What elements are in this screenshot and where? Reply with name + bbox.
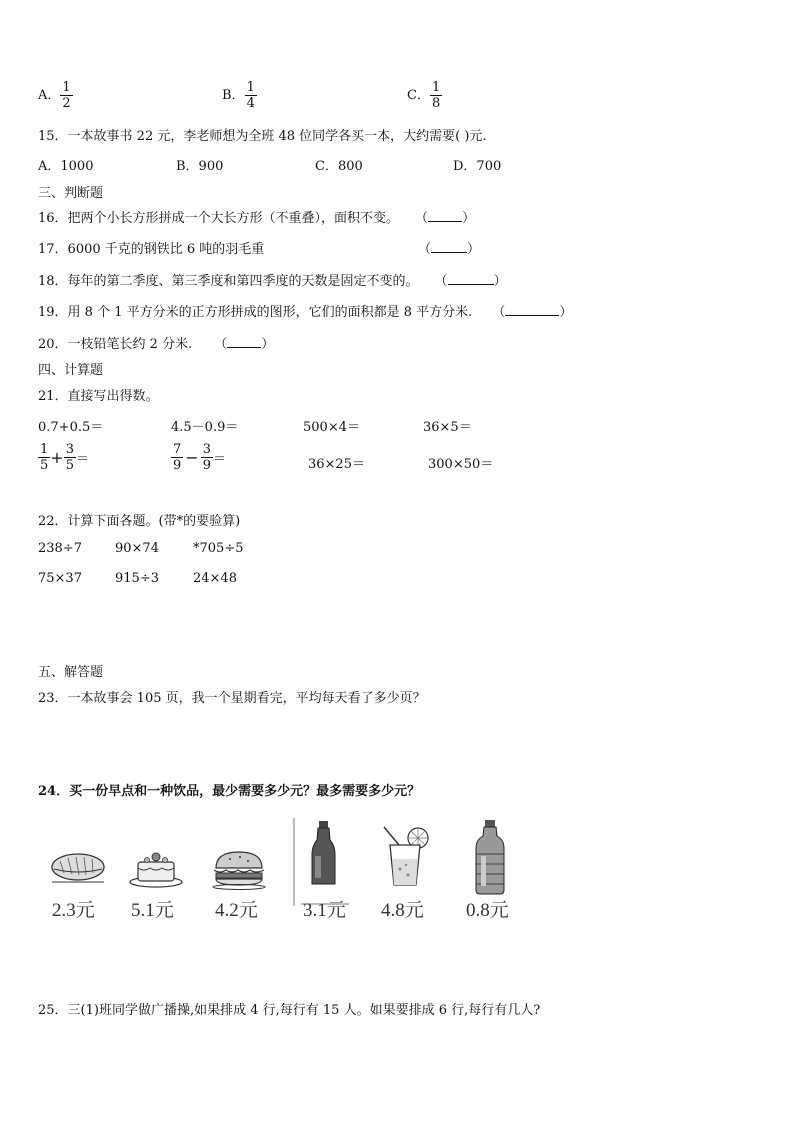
calc-item: 500×4＝: [303, 420, 360, 435]
section-heading-judge: 三、判断题: [38, 186, 104, 201]
q14-option-a: [38, 80, 73, 111]
calc-item: 300×50＝: [428, 457, 494, 472]
calc-item: 90×74: [115, 541, 159, 556]
fraction: $\frac{1}{2}$: [62, 80, 71, 111]
cake-icon: [128, 848, 184, 890]
answer-blank[interactable]: [431, 240, 467, 253]
answer-blank[interactable]: [428, 209, 462, 222]
section-heading-calc: 四、计算题: [38, 363, 104, 378]
calc-item: 915÷3: [115, 571, 159, 586]
bread-icon: [48, 845, 108, 887]
calc-item: 75×37: [38, 571, 82, 586]
calc-item: 4.5－0.9＝: [171, 420, 239, 435]
judge-item-16: 16．把两个小长方形拼成一个大长方形（不重叠），面积不变。 （ ）: [38, 211, 476, 226]
price-label-burger: 4.2元: [215, 900, 258, 921]
q24-stem: 24．买一份早点和一种饮品，最少需要多少元？最多需要多少元？: [38, 784, 421, 799]
judge-item-18: 18．每年的第二季度、第三季度和第四季度的天数是固定不变的。 （ ）: [38, 274, 507, 289]
option-letter: B．: [222, 88, 245, 103]
price-label-cake: 5.1元: [131, 900, 174, 921]
option-letter: A．: [38, 88, 61, 103]
q25-stem: 25．三(1)班同学做广播操,如果排成 4 行,每行有 15 人。如果要排成 6 行,每行有几人?: [38, 1003, 541, 1018]
fraction: $\frac{1}{8}$: [431, 80, 441, 111]
fraction-diff-expression: $\frac{7}{9}$ − $\frac{3}{9}$ ＝: [173, 442, 226, 473]
judge-item-20: 20．一枝铅笔长约 2 分米. （ ）: [38, 337, 275, 352]
q15-option-b: B．900: [176, 159, 224, 174]
q23-stem: 23．一本故事会 105 页，我一个星期看完，平均每天看了多少页？: [38, 691, 426, 706]
section-heading-answer: 五、解答题: [38, 665, 104, 680]
price-label-bread: 2.3元: [52, 900, 95, 921]
price-label-juice: 4.8元: [381, 900, 424, 921]
q14-option-b: [222, 80, 257, 111]
price-label-soda: 3.1元: [303, 900, 346, 921]
juice-glass-icon: [378, 823, 434, 889]
q15-stem: 15．一本故事书 22 元，李老师想为全班 48 位同学各买一本，大约需要( )元.: [38, 129, 487, 144]
q15-option-a: A．1000: [38, 159, 94, 174]
judge-item-17-bracket: （ ）: [418, 242, 481, 257]
option-letter: C．: [407, 88, 430, 103]
burger-icon: [210, 848, 268, 890]
calc-item: 36×5＝: [423, 420, 472, 435]
calc-item: 24×48: [193, 571, 237, 586]
q14-option-c: [407, 80, 442, 111]
q15-option-d: D．700: [453, 159, 502, 174]
calc-item: *705÷5: [193, 541, 244, 556]
calc-item: 0.7+0.5＝: [38, 420, 104, 435]
water-bottle-icon: [470, 818, 510, 898]
answer-blank[interactable]: [448, 272, 494, 285]
soda-bottle-icon: [293, 818, 351, 906]
fraction-sum-expression: $\frac{1}{5}$ + $\frac{3}{5}$ ＝: [40, 442, 89, 473]
q22-stem: 22．计算下面各题。(带*的要验算): [38, 514, 241, 529]
calc-item: 36×25＝: [308, 457, 365, 472]
q21-stem: 21．直接写出得数。: [38, 389, 159, 404]
calc-item: 238÷7: [38, 541, 82, 556]
price-label-water: 0.8元: [466, 900, 509, 921]
answer-blank[interactable]: [227, 335, 261, 348]
q15-option-c: C．800: [315, 159, 363, 174]
judge-item-19: 19．用 8 个 1 平方分米的正方形拼成的图形，它们的面积都是 8 平方分米. （ ）: [38, 305, 573, 320]
judge-item-17: 17．6000 千克的钢铁比 6 吨的羽毛重: [38, 242, 265, 257]
fraction: $\frac{1}{4}$: [246, 80, 255, 111]
answer-blank[interactable]: [505, 303, 559, 316]
